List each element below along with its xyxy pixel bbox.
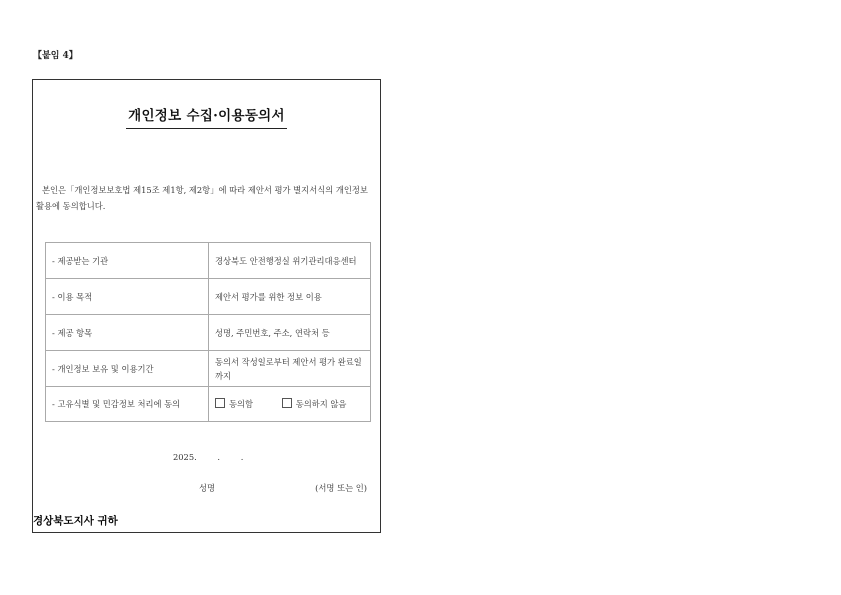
row-label: - 이용 목적 [46,279,209,315]
table-row [46,279,371,315]
form-title: 개인정보 수집·이용동의서 [126,104,287,129]
signature-label: 성명 [199,483,216,493]
date-line [173,452,243,462]
row-label: - 개인정보 보유 및 이용기간 [46,351,209,387]
date-year: 2025. [173,452,197,462]
consent-choice-cell [209,387,371,422]
addressee: 경상북도지사 귀하 [33,515,118,527]
row-value: 경상북도 안전행정실 위기관리대응센터 [209,243,371,279]
row-label: - 고유식별 및 민감정보 처리에 동의 [46,387,209,422]
signature-note: (서명 또는 인) [315,483,367,493]
row-value: 성명, 주민번호, 주소, 연락처 등 [209,315,371,351]
agree-label: 동의함 [229,399,254,409]
table-row [46,315,371,351]
form-title-wrap [33,104,380,129]
row-label: - 제공받는 기관 [46,243,209,279]
attachment-label: 【붙임 4】 [33,51,78,61]
table-row [46,351,371,387]
disagree-checkbox[interactable] [282,398,292,408]
agree-checkbox[interactable] [215,398,225,408]
date-day: . [240,452,244,462]
disagree-label: 동의하지 않음 [295,399,347,409]
table-row [46,243,371,279]
row-value: 제안서 평가를 위한 정보 이용 [209,279,371,315]
row-label: - 제공 항목 [46,315,209,351]
table-row [46,387,371,422]
consent-form [32,79,381,533]
date-month: . [217,452,221,462]
consent-text: 본인은「개인정보보호법 제15조 제1항, 제2항」에 따라 제안서 평가 별지서식의 개인정보 활용에 동의합니다. [36,185,368,211]
row-value: 동의서 작성일로부터 제안서 평가 완료일 까지 [209,351,371,387]
info-table [45,242,371,422]
